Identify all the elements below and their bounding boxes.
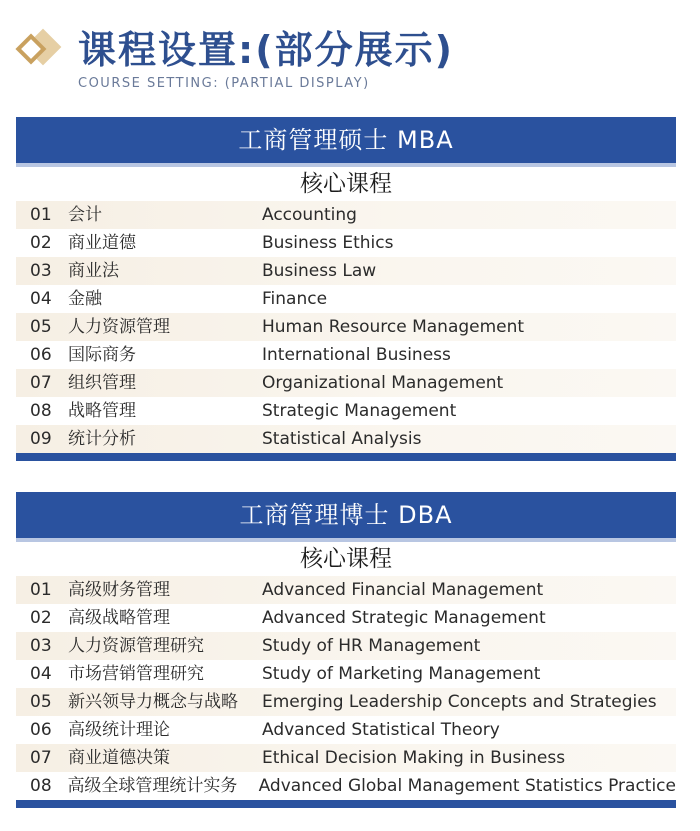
course-name-zh: 高级财务管理 [68, 580, 170, 600]
table-row [16, 257, 676, 285]
course-name-en: Human Resource Management [262, 317, 525, 337]
mba-course-list [16, 201, 676, 453]
dba-section [16, 492, 676, 808]
table-row [16, 772, 676, 800]
table-row [16, 576, 676, 604]
course-number: 05 [30, 692, 52, 712]
table-row [16, 285, 676, 313]
course-name-zh: 商业道德 [68, 233, 136, 253]
course-number: 08 [30, 776, 52, 796]
table-row [16, 425, 676, 453]
mba-banner: 工商管理硕士 MBA [16, 117, 676, 163]
table-row [16, 688, 676, 716]
table-row [16, 229, 676, 257]
course-name-zh: 市场营销管理研究 [68, 664, 204, 684]
course-number: 04 [30, 664, 52, 684]
course-name-en: Study of Marketing Management [262, 664, 541, 684]
table-row [16, 632, 676, 660]
course-name-zh: 人力资源管理研究 [68, 636, 204, 656]
course-name-en: International Business [262, 345, 451, 365]
table-row [16, 313, 676, 341]
dba-banner: 工商管理博士 DBA [16, 492, 676, 538]
mba-core-label: 核心课程 [16, 167, 676, 201]
page-header [0, 0, 700, 110]
course-number: 07 [30, 373, 52, 393]
table-row [16, 716, 676, 744]
course-number: 05 [30, 317, 52, 337]
course-name-en: Advanced Global Management Statistics Practice [258, 776, 676, 796]
course-name-zh: 统计分析 [68, 429, 136, 449]
course-number: 01 [30, 580, 52, 600]
dba-course-list [16, 576, 676, 800]
course-name-en: Organizational Management [262, 373, 504, 393]
table-row [16, 660, 676, 688]
course-number: 03 [30, 261, 52, 281]
page-title: 课程设置:(部分展示) [78, 28, 454, 72]
course-name-zh: 会计 [68, 205, 102, 225]
course-number: 06 [30, 720, 52, 740]
course-name-zh: 战略管理 [68, 401, 136, 421]
table-row [16, 341, 676, 369]
course-name-en: Advanced Statistical Theory [262, 720, 500, 740]
course-number: 04 [30, 289, 52, 309]
diamond-logo-icon [18, 30, 68, 70]
course-name-zh: 高级统计理论 [68, 720, 170, 740]
course-name-zh: 国际商务 [68, 345, 136, 365]
course-name-en: Ethical Decision Making in Business [262, 748, 566, 768]
course-number: 09 [30, 429, 52, 449]
course-name-en: Advanced Financial Management [262, 580, 544, 600]
course-number: 03 [30, 636, 52, 656]
course-name-en: Advanced Strategic Management [262, 608, 546, 628]
course-name-en: Business Law [262, 261, 377, 281]
course-name-zh: 高级战略管理 [68, 608, 170, 628]
course-number: 01 [30, 205, 52, 225]
course-name-zh: 新兴领导力概念与战略 [68, 692, 238, 712]
course-name-zh: 组织管理 [68, 373, 136, 393]
course-number: 06 [30, 345, 52, 365]
course-name-zh: 高级全球管理统计实务 [67, 776, 238, 796]
table-row [16, 744, 676, 772]
course-name-en: Statistical Analysis [262, 429, 422, 449]
course-name-en: Emerging Leadership Concepts and Strategies [262, 692, 657, 712]
course-number: 07 [30, 748, 52, 768]
dba-core-label: 核心课程 [16, 542, 676, 576]
course-name-en: Finance [262, 289, 328, 309]
course-name-zh: 人力资源管理 [68, 317, 170, 337]
course-name-zh: 商业道德决策 [68, 748, 170, 768]
table-row [16, 604, 676, 632]
table-row [16, 397, 676, 425]
mba-footer-bar [16, 453, 676, 461]
course-name-en: Strategic Management [262, 401, 457, 421]
course-name-en: Business Ethics [262, 233, 394, 253]
table-row [16, 369, 676, 397]
course-name-en: Accounting [262, 205, 357, 225]
course-name-zh: 商业法 [68, 261, 119, 281]
mba-section [16, 117, 676, 461]
course-number: 02 [30, 608, 52, 628]
table-row [16, 201, 676, 229]
page-subtitle: COURSE SETTING: (PARTIAL DISPLAY) [78, 76, 370, 91]
course-name-zh: 金融 [68, 289, 102, 309]
dba-footer-bar [16, 800, 676, 808]
course-number: 02 [30, 233, 52, 253]
course-number: 08 [30, 401, 52, 421]
course-name-en: Study of HR Management [262, 636, 481, 656]
